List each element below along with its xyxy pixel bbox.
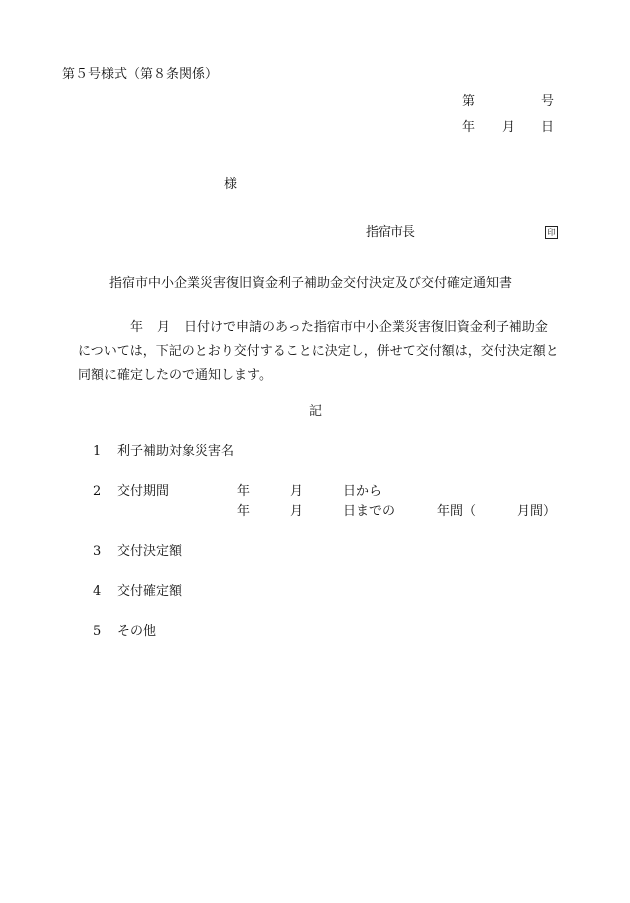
period-row1-day: 日から — [343, 484, 383, 499]
issuer: 指宿市長 — [366, 225, 415, 240]
date-month: 月 — [502, 120, 516, 135]
form-id: 第５号様式（第８条関係） — [62, 67, 219, 82]
item-5-num: 5 — [93, 624, 102, 639]
period-row2-month: 月 — [290, 504, 304, 519]
period-row2-year: 年 — [237, 504, 251, 519]
period-row1-month: 月 — [290, 484, 304, 499]
body-line-1 — [78, 316, 558, 340]
item-3-label: 交付決定額 — [117, 544, 183, 559]
item-2-num: 2 — [93, 484, 102, 499]
document-title: 指宿市中小企業災害復旧資金利子補助金交付決定及び交付確定通知書 — [109, 276, 513, 291]
body-year: 年 — [130, 320, 144, 335]
item-1-label: 利子補助対象災害名 — [117, 444, 235, 459]
period-row2-months: 月間） — [517, 504, 557, 519]
period-row1-year: 年 — [237, 484, 251, 499]
ki-heading: 記 — [309, 404, 323, 419]
item-3-num: 3 — [93, 544, 102, 559]
body-paragraph — [78, 316, 558, 388]
body-line-2: については，下記のとおり交付することに決定し，併せて交付額は，交付決定額と — [78, 344, 559, 359]
date-day: 日 — [541, 120, 555, 135]
doc-number-prefix: 第 — [462, 94, 476, 109]
seal-icon: 印 — [545, 226, 558, 239]
date-year: 年 — [462, 120, 476, 135]
seal-mark — [545, 225, 558, 241]
period-row2-years: 年間（ — [437, 504, 477, 519]
item-2-label: 交付期間 — [117, 484, 170, 499]
item-4-num: 4 — [93, 584, 102, 599]
body-line-1-rest: 日付けで申請のあった指宿市中小企業災害復旧資金利子補助金 — [184, 320, 548, 335]
item-5-label: その他 — [117, 624, 157, 639]
item-1-num: 1 — [93, 444, 102, 459]
doc-number-suffix: 号 — [541, 94, 555, 109]
body-line-3: 同額に確定したので通知します。 — [78, 368, 272, 383]
addressee-suffix: 様 — [224, 177, 238, 192]
period-row2-day: 日までの — [343, 504, 396, 519]
item-4-label: 交付確定額 — [117, 584, 183, 599]
body-month: 月 — [157, 320, 171, 335]
